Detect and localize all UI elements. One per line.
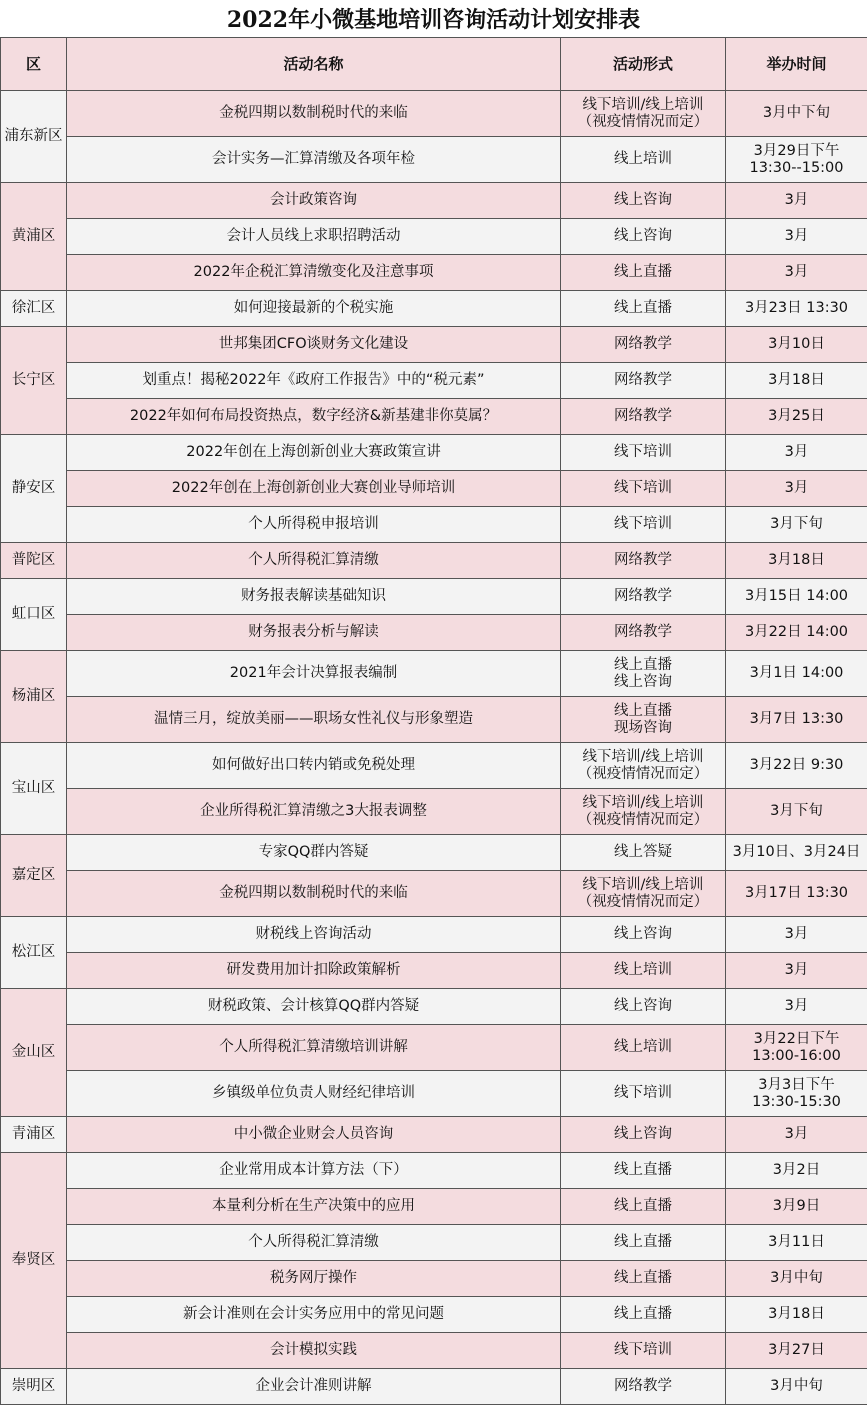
time-line: 3月2日 xyxy=(772,1162,821,1178)
time-cell xyxy=(726,835,867,871)
district-cell: 徐汇区 xyxy=(1,291,67,327)
activity-form-line: 线上答疑 xyxy=(614,844,672,860)
activity-form-line: 线上咨询 xyxy=(614,673,672,690)
time-cell xyxy=(726,579,867,615)
activity-name-cell: 2022年创在上海创新创业大赛创业导师培训 xyxy=(67,471,561,507)
activity-form-cell xyxy=(561,1333,726,1369)
district-cell: 青浦区 xyxy=(1,1117,67,1153)
activity-name-cell: 会计模拟实践 xyxy=(67,1333,561,1369)
time-cell xyxy=(726,1153,867,1189)
activity-form-cell xyxy=(561,1025,726,1071)
activity-form-cell xyxy=(561,917,726,953)
time-cell xyxy=(726,183,867,219)
time-cell xyxy=(726,1225,867,1261)
time-cell xyxy=(726,1297,867,1333)
time-line: 3月1日 14:00 xyxy=(749,665,844,681)
activity-form-line: 网络教学 xyxy=(614,372,672,388)
activity-form-cell xyxy=(561,399,726,435)
time-cell xyxy=(726,1071,867,1117)
time-cell xyxy=(726,291,867,327)
district-cell: 黄浦区 xyxy=(1,183,67,291)
activity-name-cell: 金税四期以数制税时代的来临 xyxy=(67,871,561,917)
activity-form-cell xyxy=(561,789,726,835)
time-line: 3月11日 xyxy=(768,1234,825,1250)
time-cell xyxy=(726,327,867,363)
table-row xyxy=(1,651,867,697)
time-line: 3月7日 13:30 xyxy=(749,711,844,727)
activity-form-line: 线下培训/线上培训 xyxy=(582,96,704,113)
time-line: 3月中旬 xyxy=(770,1270,823,1286)
time-line: 3月22日下午 xyxy=(753,1030,840,1047)
table-row xyxy=(1,507,867,543)
time-cell xyxy=(726,1025,867,1071)
district-cell: 宝山区 xyxy=(1,743,67,835)
activity-form-line: 网络教学 xyxy=(614,624,672,640)
activity-name-cell: 如何迎接最新的个税实施 xyxy=(67,291,561,327)
activity-form-cell xyxy=(561,255,726,291)
table-row xyxy=(1,363,867,399)
time-line: 3月 xyxy=(784,926,809,942)
time-line: 3月 xyxy=(784,1126,809,1142)
activity-form-line: 线上咨询 xyxy=(614,926,672,942)
time-line: 3月中旬 xyxy=(770,1378,823,1394)
time-line: 3月 xyxy=(784,998,809,1014)
activity-form-cell xyxy=(561,615,726,651)
activity-name-cell: 财务报表分析与解读 xyxy=(67,615,561,651)
activity-name-cell: 本量利分析在生产决策中的应用 xyxy=(67,1189,561,1225)
table-row xyxy=(1,835,867,871)
district-cell: 奉贤区 xyxy=(1,1153,67,1369)
table-row xyxy=(1,1025,867,1071)
activity-name-cell: 会计政策咨询 xyxy=(67,183,561,219)
table-row xyxy=(1,1153,867,1189)
activity-name-cell: 划重点！揭秘2022年《政府工作报告》中的“税元素” xyxy=(67,363,561,399)
activity-form-line: 线上直播 xyxy=(614,264,672,280)
time-cell xyxy=(726,219,867,255)
table-row xyxy=(1,615,867,651)
time-cell xyxy=(726,871,867,917)
time-line: 3月中下旬 xyxy=(762,105,831,121)
activity-form-line: 线上咨询 xyxy=(614,1126,672,1142)
activity-form-line: 线上直播 xyxy=(614,1270,672,1286)
activity-form-cell xyxy=(561,137,726,183)
activity-name-cell: 财务报表解读基础知识 xyxy=(67,579,561,615)
district-cell: 浦东新区 xyxy=(1,91,67,183)
table-row xyxy=(1,789,867,835)
activity-form-cell xyxy=(561,989,726,1025)
activity-form-line: 线上直播 xyxy=(614,1234,672,1250)
table-row xyxy=(1,917,867,953)
activity-form-line: 现场咨询 xyxy=(614,719,672,736)
time-line: 3月 xyxy=(784,192,809,208)
activity-form-cell xyxy=(561,291,726,327)
activity-form-line: 网络教学 xyxy=(614,588,672,604)
activity-form-cell xyxy=(561,1189,726,1225)
activity-name-cell: 2022年如何布局投资热点，数字经济&新基建非你莫属？ xyxy=(67,399,561,435)
table-row xyxy=(1,219,867,255)
table-row xyxy=(1,579,867,615)
activity-form-line: 网络教学 xyxy=(614,552,672,568)
table-body xyxy=(1,91,867,1405)
activity-form-cell xyxy=(561,743,726,789)
time-line: 3月3日下午 xyxy=(758,1076,835,1093)
time-cell xyxy=(726,697,867,743)
district-cell: 虹口区 xyxy=(1,579,67,651)
header-district: 区 xyxy=(1,38,67,91)
activity-form-cell xyxy=(561,1369,726,1405)
activity-name-cell: 2022年创在上海创新创业大赛政策宣讲 xyxy=(67,435,561,471)
district-cell: 金山区 xyxy=(1,989,67,1117)
time-cell xyxy=(726,615,867,651)
table-row xyxy=(1,1225,867,1261)
district-cell: 崇明区 xyxy=(1,1369,67,1405)
table-row xyxy=(1,1261,867,1297)
district-cell: 杨浦区 xyxy=(1,651,67,743)
table-row xyxy=(1,255,867,291)
activity-form-line: 线下培训/线上培训 xyxy=(582,748,704,765)
activity-form-cell xyxy=(561,579,726,615)
district-cell: 普陀区 xyxy=(1,543,67,579)
time-cell xyxy=(726,507,867,543)
activity-form-cell xyxy=(561,183,726,219)
activity-form-line: 线上直播 xyxy=(614,656,672,673)
time-line: 3月29日下午 xyxy=(753,142,840,159)
activity-form-line: 线上咨询 xyxy=(614,998,672,1014)
activity-name-cell: 专家QQ群内答疑 xyxy=(67,835,561,871)
header-row xyxy=(1,38,867,91)
activity-form-cell xyxy=(561,1153,726,1189)
activity-form-cell xyxy=(561,835,726,871)
activity-name-cell: 金税四期以数制税时代的来临 xyxy=(67,91,561,137)
activity-form-line: 线上培训 xyxy=(614,1039,672,1055)
table-row xyxy=(1,1369,867,1405)
time-cell xyxy=(726,651,867,697)
table-row xyxy=(1,1117,867,1153)
table-row xyxy=(1,871,867,917)
time-cell xyxy=(726,1369,867,1405)
table-row xyxy=(1,1297,867,1333)
activity-form-line: 线上直播 xyxy=(614,702,672,719)
activity-form-cell xyxy=(561,1225,726,1261)
table-row xyxy=(1,989,867,1025)
activity-form-cell xyxy=(561,507,726,543)
header-activity-name: 活动名称 xyxy=(67,38,561,91)
activity-form-cell xyxy=(561,1261,726,1297)
activity-form-line: （视疫情情况而定） xyxy=(577,811,709,828)
activity-form-cell xyxy=(561,363,726,399)
table-row xyxy=(1,953,867,989)
table-row xyxy=(1,399,867,435)
activity-form-cell xyxy=(561,1117,726,1153)
table-row xyxy=(1,137,867,183)
activity-name-cell: 企业会计准则讲解 xyxy=(67,1369,561,1405)
activity-form-line: 线下培训 xyxy=(614,516,672,532)
table-row xyxy=(1,697,867,743)
activity-form-line: 线上咨询 xyxy=(614,228,672,244)
table-row xyxy=(1,1333,867,1369)
time-line: 3月10日、3月24日 xyxy=(732,844,861,860)
activity-form-line: 线上直播 xyxy=(614,1198,672,1214)
activity-name-cell: 乡镇级单位负责人财经纪律培训 xyxy=(67,1071,561,1117)
activity-form-line: 线上培训 xyxy=(614,962,672,978)
activity-name-cell: 2021年会计决算报表编制 xyxy=(67,651,561,697)
activity-form-cell xyxy=(561,471,726,507)
table-row xyxy=(1,1071,867,1117)
activity-form-line: 线下培训 xyxy=(614,480,672,496)
time-cell xyxy=(726,1189,867,1225)
time-line: 3月23日 13:30 xyxy=(744,300,849,316)
district-cell: 嘉定区 xyxy=(1,835,67,917)
sheet-title: 2022年小微基地培训咨询活动计划安排表 xyxy=(226,7,641,33)
time-line: 3月22日 14:00 xyxy=(744,624,849,640)
activity-form-line: 线上培训 xyxy=(614,151,672,167)
activity-form-cell xyxy=(561,1071,726,1117)
time-line: 3月25日 xyxy=(768,408,825,424)
time-cell xyxy=(726,471,867,507)
time-cell xyxy=(726,399,867,435)
time-cell xyxy=(726,1333,867,1369)
activity-form-cell xyxy=(561,953,726,989)
time-line: 3月 xyxy=(784,264,809,280)
header-activity-form: 活动形式 xyxy=(561,38,726,91)
time-cell xyxy=(726,1117,867,1153)
time-line: 3月18日 xyxy=(768,372,825,388)
activity-form-cell xyxy=(561,91,726,137)
time-line: 3月22日 9:30 xyxy=(749,757,844,773)
activity-name-cell: 个人所得税汇算清缴 xyxy=(67,543,561,579)
time-line: 3月18日 xyxy=(768,1306,825,1322)
activity-name-cell: 个人所得税申报培训 xyxy=(67,507,561,543)
activity-form-line: 线上咨询 xyxy=(614,192,672,208)
activity-form-line: 线下培训 xyxy=(614,1342,672,1358)
activity-name-cell: 新会计准则在会计实务应用中的常见问题 xyxy=(67,1297,561,1333)
time-cell xyxy=(726,435,867,471)
time-line: 3月下旬 xyxy=(770,516,823,532)
table-row xyxy=(1,183,867,219)
time-line: 13:30--15:00 xyxy=(749,159,844,176)
time-line: 3月 xyxy=(784,444,809,460)
activity-form-line: 网络教学 xyxy=(614,336,672,352)
activity-form-line: 线上直播 xyxy=(614,300,672,316)
time-line: 3月 xyxy=(784,228,809,244)
table-row xyxy=(1,435,867,471)
activity-form-line: 线下培训/线上培训 xyxy=(582,876,704,893)
activity-form-line: 网络教学 xyxy=(614,408,672,424)
time-cell xyxy=(726,91,867,137)
time-cell xyxy=(726,1261,867,1297)
activity-form-cell xyxy=(561,327,726,363)
activity-form-line: 网络教学 xyxy=(614,1378,672,1394)
activity-form-line: 线上直播 xyxy=(614,1162,672,1178)
activity-form-line: （视疫情情况而定） xyxy=(577,893,709,910)
activity-name-cell: 财税线上咨询活动 xyxy=(67,917,561,953)
activity-form-cell xyxy=(561,543,726,579)
activity-name-cell: 会计人员线上求职招聘活动 xyxy=(67,219,561,255)
time-cell xyxy=(726,137,867,183)
district-cell: 松江区 xyxy=(1,917,67,989)
activity-name-cell: 研发费用加计扣除政策解析 xyxy=(67,953,561,989)
activity-name-cell: 企业常用成本计算方法（下） xyxy=(67,1153,561,1189)
table-row xyxy=(1,291,867,327)
activity-name-cell: 个人所得税汇算清缴 xyxy=(67,1225,561,1261)
activity-name-cell: 税务网厅操作 xyxy=(67,1261,561,1297)
activity-form-cell xyxy=(561,219,726,255)
activity-form-line: （视疫情情况而定） xyxy=(577,113,709,130)
time-line: 3月 xyxy=(784,480,809,496)
time-cell xyxy=(726,743,867,789)
activity-name-cell: 个人所得税汇算清缴培训讲解 xyxy=(67,1025,561,1071)
time-line: 3月 xyxy=(784,962,809,978)
activity-name-cell: 2022年企税汇算清缴变化及注意事项 xyxy=(67,255,561,291)
time-line: 3月9日 xyxy=(772,1198,821,1214)
activity-form-cell xyxy=(561,871,726,917)
time-line: 3月27日 xyxy=(768,1342,825,1358)
activity-form-line: 线下培训 xyxy=(614,1085,672,1101)
activity-form-cell xyxy=(561,651,726,697)
time-cell xyxy=(726,255,867,291)
activity-name-cell: 财税政策、会计核算QQ群内答疑 xyxy=(67,989,561,1025)
activity-name-cell: 如何做好出口转内销或免税处理 xyxy=(67,743,561,789)
time-cell xyxy=(726,789,867,835)
activity-form-line: 线上直播 xyxy=(614,1306,672,1322)
activity-name-cell: 会计实务—汇算清缴及各项年检 xyxy=(67,137,561,183)
table-row xyxy=(1,327,867,363)
activity-form-line: 线下培训/线上培训 xyxy=(582,794,704,811)
activity-form-cell xyxy=(561,1297,726,1333)
table-row xyxy=(1,91,867,137)
time-line: 3月10日 xyxy=(768,336,825,352)
table-row xyxy=(1,543,867,579)
table-row xyxy=(1,743,867,789)
table-row xyxy=(1,1189,867,1225)
activity-form-line: （视疫情情况而定） xyxy=(577,765,709,782)
time-line: 3月15日 14:00 xyxy=(744,588,849,604)
activity-name-cell: 中小微企业财会人员咨询 xyxy=(67,1117,561,1153)
activity-name-cell: 温情三月，绽放美丽——职场女性礼仪与形象塑造 xyxy=(67,697,561,743)
time-cell xyxy=(726,989,867,1025)
district-cell: 静安区 xyxy=(1,435,67,543)
activity-form-line: 线下培训 xyxy=(614,444,672,460)
time-line: 3月17日 13:30 xyxy=(744,885,849,901)
header-time: 举办时间 xyxy=(726,38,867,91)
time-cell xyxy=(726,363,867,399)
district-cell: 长宁区 xyxy=(1,327,67,435)
time-cell xyxy=(726,543,867,579)
time-line: 13:00-16:00 xyxy=(752,1047,841,1064)
time-line: 13:30-15:30 xyxy=(752,1093,841,1110)
activity-name-cell: 企业所得税汇算清缴之3大报表调整 xyxy=(67,789,561,835)
activity-form-cell xyxy=(561,435,726,471)
schedule-table xyxy=(0,37,867,1405)
table-row xyxy=(1,471,867,507)
activity-form-cell xyxy=(561,697,726,743)
time-line: 3月下旬 xyxy=(770,803,823,819)
time-line: 3月18日 xyxy=(768,552,825,568)
time-cell xyxy=(726,917,867,953)
activity-name-cell: 世邦集团CFO谈财务文化建设 xyxy=(67,327,561,363)
time-cell xyxy=(726,953,867,989)
